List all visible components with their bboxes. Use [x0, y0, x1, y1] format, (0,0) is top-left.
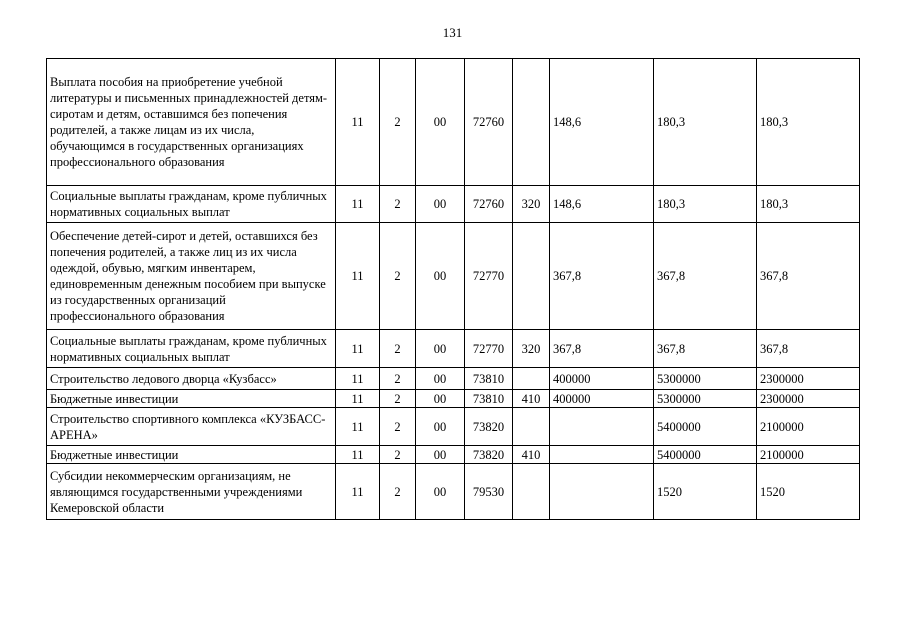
amount-year1-cell: [550, 408, 654, 446]
program-code-cell: 00: [416, 464, 465, 520]
amount-year1-cell: 148,6: [550, 186, 654, 223]
section-code-cell: 11: [336, 390, 380, 408]
expense-type-cell: [513, 408, 550, 446]
amount-year3-cell: 2100000: [757, 408, 860, 446]
section-code-cell: 11: [336, 368, 380, 390]
subsection-code-cell: 2: [380, 330, 416, 368]
amount-year3-cell: 2100000: [757, 446, 860, 464]
direction-code-cell: 73810: [465, 368, 513, 390]
amount-year2-cell: 180,3: [654, 186, 757, 223]
program-code-cell: 00: [416, 186, 465, 223]
table-row: [47, 223, 860, 330]
table-row: [47, 446, 860, 464]
subsection-code-cell: 2: [380, 223, 416, 330]
amount-year3-cell: 2300000: [757, 368, 860, 390]
direction-code-cell: 73820: [465, 408, 513, 446]
subsection-code-cell: 2: [380, 408, 416, 446]
section-code-cell: 11: [336, 330, 380, 368]
row-name-cell: Социальные выплаты гражданам, кроме публичных нормативных социальных выплат: [47, 186, 336, 223]
section-code-cell: 11: [336, 223, 380, 330]
amount-year2-cell: 5400000: [654, 446, 757, 464]
expense-type-cell: 410: [513, 446, 550, 464]
row-name-cell: Строительство спортивного комплекса «КУЗБАСС-АРЕНА»: [47, 408, 336, 446]
direction-code-cell: 72770: [465, 223, 513, 330]
table-row: [47, 330, 860, 368]
section-code-cell: 11: [336, 186, 380, 223]
table-row: [47, 408, 860, 446]
amount-year3-cell: 180,3: [757, 186, 860, 223]
amount-year3-cell: 367,8: [757, 223, 860, 330]
amount-year1-cell: 367,8: [550, 330, 654, 368]
direction-code-cell: 72760: [465, 59, 513, 186]
direction-code-cell: 72760: [465, 186, 513, 223]
expense-type-cell: [513, 59, 550, 186]
amount-year3-cell: 2300000: [757, 390, 860, 408]
amount-year2-cell: 1520: [654, 464, 757, 520]
subsection-code-cell: 2: [380, 368, 416, 390]
table-row: [47, 464, 860, 520]
program-code-cell: 00: [416, 446, 465, 464]
program-code-cell: 00: [416, 223, 465, 330]
table-row: [47, 368, 860, 390]
expense-type-cell: 320: [513, 330, 550, 368]
amount-year1-cell: 367,8: [550, 223, 654, 330]
subsection-code-cell: 2: [380, 464, 416, 520]
row-name-cell: Субсидии некоммерческим организациям, не являющимся государственными учреждениями Кемеровской области: [47, 464, 336, 520]
section-code-cell: 11: [336, 408, 380, 446]
amount-year2-cell: 5300000: [654, 390, 757, 408]
row-name-cell: Выплата пособия на приобретение учебной литературы и письменных принадлежностей детям-сиротам и детям, оставшимся без попечения родителей, а также лицам из их числа, обучающимся в государственных организациях профессионального образования: [47, 59, 336, 186]
expense-type-cell: [513, 368, 550, 390]
amount-year3-cell: 367,8: [757, 330, 860, 368]
table-row: [47, 59, 860, 186]
amount-year1-cell: 400000: [550, 368, 654, 390]
expense-type-cell: 320: [513, 186, 550, 223]
direction-code-cell: 73820: [465, 446, 513, 464]
direction-code-cell: 73810: [465, 390, 513, 408]
program-code-cell: 00: [416, 59, 465, 186]
subsection-code-cell: 2: [380, 59, 416, 186]
section-code-cell: 11: [336, 59, 380, 186]
row-name-cell: Бюджетные инвестиции: [47, 446, 336, 464]
expense-type-cell: [513, 223, 550, 330]
program-code-cell: 00: [416, 408, 465, 446]
table-row: [47, 186, 860, 223]
program-code-cell: 00: [416, 368, 465, 390]
section-code-cell: 11: [336, 464, 380, 520]
amount-year1-cell: [550, 464, 654, 520]
amount-year2-cell: 367,8: [654, 330, 757, 368]
section-code-cell: 11: [336, 446, 380, 464]
subsection-code-cell: 2: [380, 446, 416, 464]
subsection-code-cell: 2: [380, 186, 416, 223]
budget-table: [46, 58, 860, 520]
direction-code-cell: 72770: [465, 330, 513, 368]
row-name-cell: Строительство ледового дворца «Кузбасс»: [47, 368, 336, 390]
amount-year1-cell: 400000: [550, 390, 654, 408]
program-code-cell: 00: [416, 330, 465, 368]
amount-year2-cell: 367,8: [654, 223, 757, 330]
expense-type-cell: [513, 464, 550, 520]
amount-year2-cell: 180,3: [654, 59, 757, 186]
amount-year1-cell: [550, 446, 654, 464]
direction-code-cell: 79530: [465, 464, 513, 520]
row-name-cell: Бюджетные инвестиции: [47, 390, 336, 408]
subsection-code-cell: 2: [380, 390, 416, 408]
expense-type-cell: 410: [513, 390, 550, 408]
program-code-cell: 00: [416, 390, 465, 408]
row-name-cell: Социальные выплаты гражданам, кроме публичных нормативных социальных выплат: [47, 330, 336, 368]
page-number: 131: [442, 25, 463, 40]
amount-year1-cell: 148,6: [550, 59, 654, 186]
row-name-cell: Обеспечение детей-сирот и детей, оставшихся без попечения родителей, а также лиц из их числа одеждой, обувью, мягким инвентарем, единовременным денежным пособием при выпуске из государственных организаций профессионального образования: [47, 223, 336, 330]
amount-year3-cell: 1520: [757, 464, 860, 520]
table-row: [47, 390, 860, 408]
amount-year2-cell: 5300000: [654, 368, 757, 390]
amount-year3-cell: 180,3: [757, 59, 860, 186]
amount-year2-cell: 5400000: [654, 408, 757, 446]
